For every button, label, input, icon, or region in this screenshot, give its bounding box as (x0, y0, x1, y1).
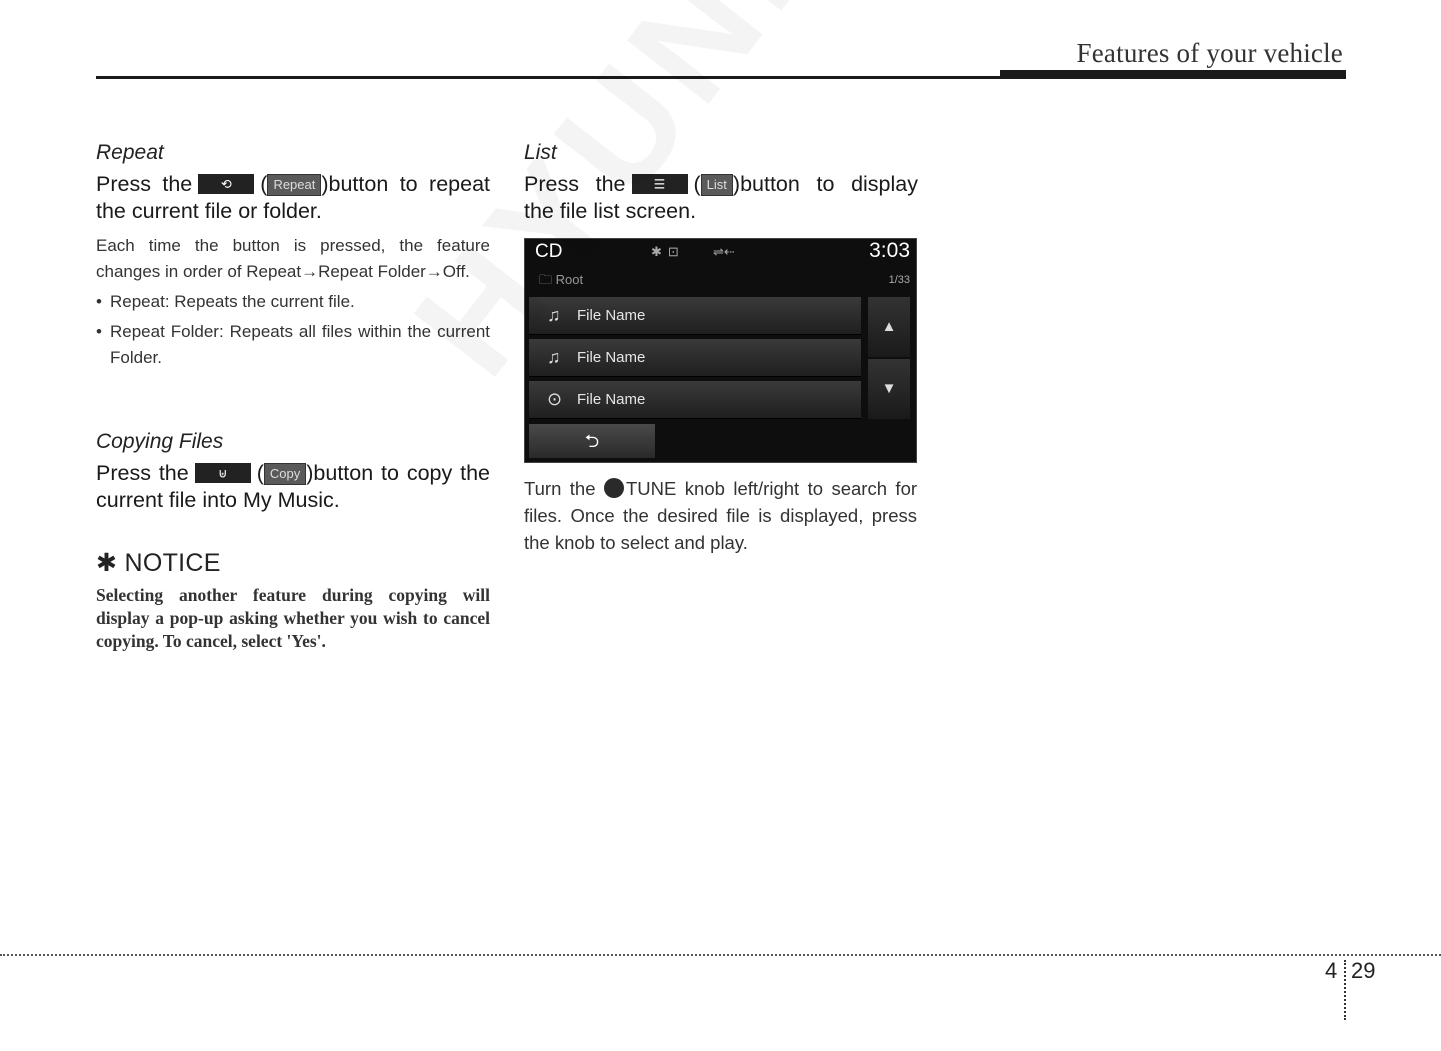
back-icon: ⮌ (584, 431, 600, 451)
repeat-lead: Press the ⟲ ( Repeat )button to repeat the current file or folder. (96, 172, 490, 223)
repeat-folder-bullet: • Repeat Folder: Repeats all files within the current Folder. (96, 319, 490, 371)
folder-icon: 🗀 (539, 272, 553, 287)
file-name: File Name (577, 391, 646, 408)
header-tab-bar (1000, 70, 1346, 78)
folder-path (539, 271, 583, 293)
music-note-icon: ♫ (547, 347, 561, 367)
arrow-up-icon: ▲ (881, 318, 897, 335)
copying-lead-pre: Press the (96, 461, 189, 485)
list-soft-button: List (701, 174, 733, 196)
list-icon: ☰ (632, 174, 688, 194)
tune-knob-icon (604, 478, 624, 498)
bluetooth-icon: ✱⊡ (651, 244, 685, 259)
list-lead: Press the ☰ ( List )button to display the file list screen. (524, 172, 918, 223)
tune-knob-label: TUNE (625, 478, 677, 499)
chapter-number: 4 (1325, 958, 1338, 983)
list-heading: List (524, 141, 557, 164)
file-count: 1/33 (888, 274, 910, 286)
file-list-screen (524, 238, 917, 463)
repeat-description: Each time the button is pressed, the feature changes in order of Repeat→Repeat Folder→Off. (96, 236, 490, 281)
notice-heading: ✱ NOTICE (96, 549, 221, 577)
repeat-bullet: • Repeat: Repeats the current file. (96, 289, 490, 315)
file-row[interactable] (529, 297, 861, 335)
page-separator (1344, 960, 1346, 1020)
notice-section (96, 548, 490, 653)
scroll-down-button[interactable] (868, 359, 910, 419)
arrow-down-icon: ▼ (881, 380, 897, 397)
copying-lead-post: )button to copy the current file into My Music. (96, 461, 490, 512)
copying-lead: Press the ⊎ ( Copy )button to copy the current file into My Music. (96, 461, 490, 512)
repeat-icon: ⟲ (198, 174, 254, 194)
repeat-soft-button: Repeat (267, 174, 321, 196)
usb-icon: ⇌⇠ (713, 244, 735, 259)
file-name: File Name (577, 307, 646, 324)
list-section (524, 141, 918, 225)
play-circle-icon: ⊙ (547, 389, 563, 409)
source-label: CD (535, 241, 563, 262)
footer-rule (0, 954, 1441, 956)
repeat-section (96, 141, 490, 371)
file-row[interactable] (529, 381, 861, 419)
tune-section (524, 475, 917, 556)
copy-soft-button: Copy (264, 463, 306, 485)
page-number: 29 (1351, 958, 1376, 983)
music-note-icon: ♫ (547, 305, 561, 325)
clock: 3:03 (869, 239, 910, 262)
repeat-lead-pre: Press the (96, 172, 193, 196)
tune-post: knob left/right to search for files. Once the desired file is displayed, press the knob to select and play. (524, 478, 918, 553)
running-header-title: Features of your vehicle (1076, 38, 1343, 68)
tune-pre: Turn the (524, 478, 596, 499)
folder-name: Root (555, 272, 584, 287)
list-lead-post: )button to display the file list screen. (524, 172, 918, 223)
notice-text: Selecting another feature during copying will display a pop-up asking whether you wish to cancel copying. To cancel, select 'Yes'. (96, 585, 490, 651)
copying-heading: Copying Files (96, 430, 224, 453)
file-name: File Name (577, 349, 646, 366)
file-row[interactable] (529, 339, 861, 377)
back-button[interactable] (529, 424, 655, 458)
tune-text (524, 475, 917, 556)
repeat-heading: Repeat (96, 141, 164, 164)
scroll-up-button[interactable] (868, 297, 910, 357)
copying-section (96, 430, 490, 514)
repeat-lead-post: )button to repeat the current file or folder. (96, 172, 490, 223)
copy-icon: ⊎ (195, 463, 251, 483)
list-lead-pre: Press the (524, 172, 626, 196)
